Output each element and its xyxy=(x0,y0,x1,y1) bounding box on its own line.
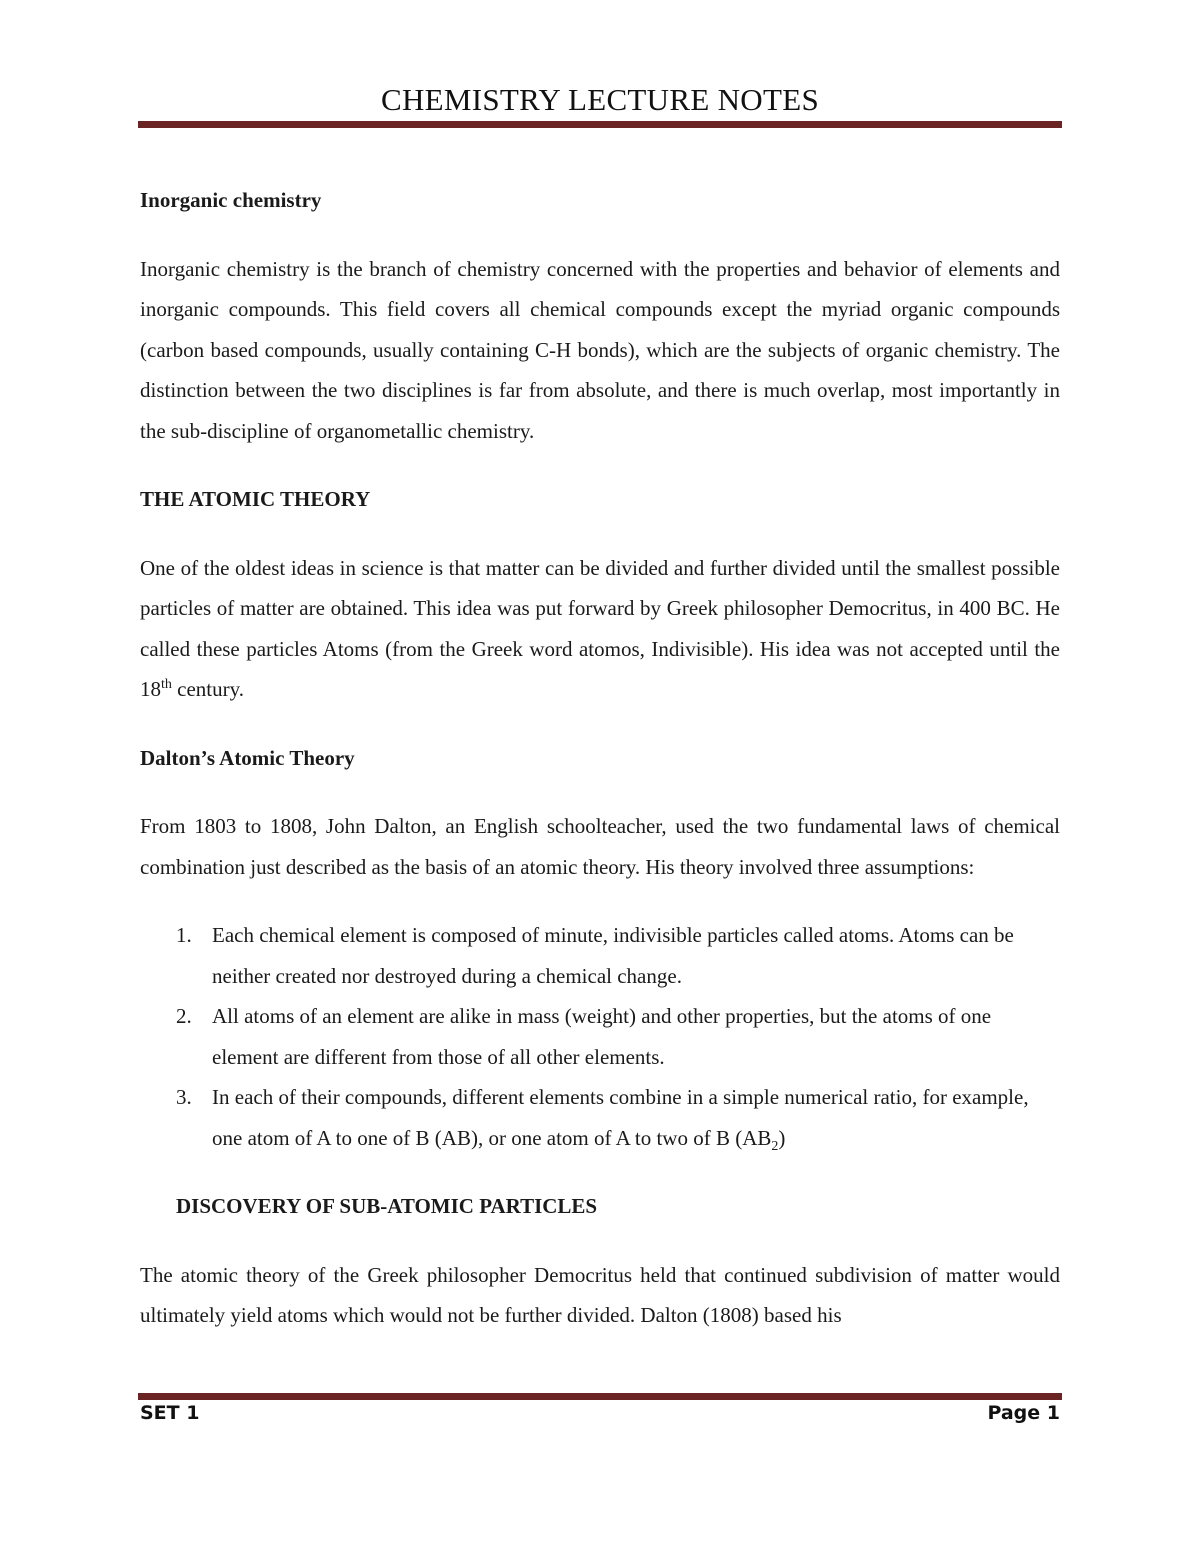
paragraph-atomic-theory-end: century. xyxy=(171,677,244,701)
list-item-text xyxy=(212,1085,1029,1154)
paragraph-dalton: From 1803 to 1808, John Dalton, an English schoolteacher, used the two fundamental laws of chemical combination just described as the basis of an atomic theory. His theory involved three assumptions: xyxy=(140,814,1060,879)
list-item xyxy=(176,915,1060,996)
page-title: CHEMISTRY LECTURE NOTES xyxy=(380,82,820,117)
section-heading-atomic-theory: THE ATOMIC THEORY xyxy=(140,487,371,511)
list-item-number: 1. xyxy=(176,923,192,947)
header-rule xyxy=(138,121,1062,128)
assumptions-list xyxy=(140,915,1060,1158)
list-item-number: 2. xyxy=(176,1004,192,1028)
superscript-th: th xyxy=(161,677,172,692)
paragraph-subatomic: The atomic theory of the Greek philosopher Democritus held that continued subdivision of matter would ultimately yield atoms which would not be further divided. Dalton (1808) based his xyxy=(140,1262,1060,1327)
list-item-text-end: ) xyxy=(778,1125,786,1150)
section-heading-inorganic: Inorganic chemistry xyxy=(140,188,322,212)
footer-rule xyxy=(138,1393,1062,1400)
list-item-number: 3. xyxy=(176,1085,192,1109)
list-item-text-main: In each of their compounds, different elements combine in a simple numerical ratio, for example, one atom of A to one of B (AB), or one atom of A to two of B (AB xyxy=(212,1085,1029,1150)
footer-page-number: Page 1 xyxy=(987,1402,1060,1424)
footer-set-label: SET 1 xyxy=(140,1402,200,1424)
list-item xyxy=(176,1077,1060,1158)
document-body xyxy=(140,180,1060,1336)
list-item-text: All atoms of an element are alike in mass (weight) and other properties, but the atoms of one element are different from those of all other elements. xyxy=(212,1004,992,1069)
list-item-text: Each chemical element is composed of minute, indivisible particles called atoms. Atoms can be neither created nor destroyed during a chemical change. xyxy=(212,923,1014,988)
paragraph-atomic-theory-main: One of the oldest ideas in science is that matter can be divided and further divided until the smallest possible particles of matter are obtained. This idea was put forward by Greek philosopher Democritus, in 400 BC. He called these particles Atoms (from the Greek word atomos, Indivisible). His idea was not accepted until the 18 xyxy=(140,555,1060,701)
subscript-2: 2 xyxy=(771,1138,779,1154)
paragraph-atomic-theory xyxy=(140,548,1060,710)
section-heading-subatomic: DISCOVERY OF SUB-ATOMIC PARTICLES xyxy=(176,1194,598,1218)
section-heading-dalton: Dalton’s Atomic Theory xyxy=(140,745,355,770)
list-item xyxy=(176,996,1060,1077)
paragraph-inorganic: Inorganic chemistry is the branch of chemistry concerned with the properties and behavior of elements and inorganic compounds. This field covers all chemical compounds except the myriad organic compounds (carbon based compounds, usually containing C-H bonds), which are the subjects of organic chemistry. The distinction between the two disciplines is far from absolute, and there is much overlap, most importantly in the sub-discipline of organometallic chemistry. xyxy=(140,256,1060,443)
